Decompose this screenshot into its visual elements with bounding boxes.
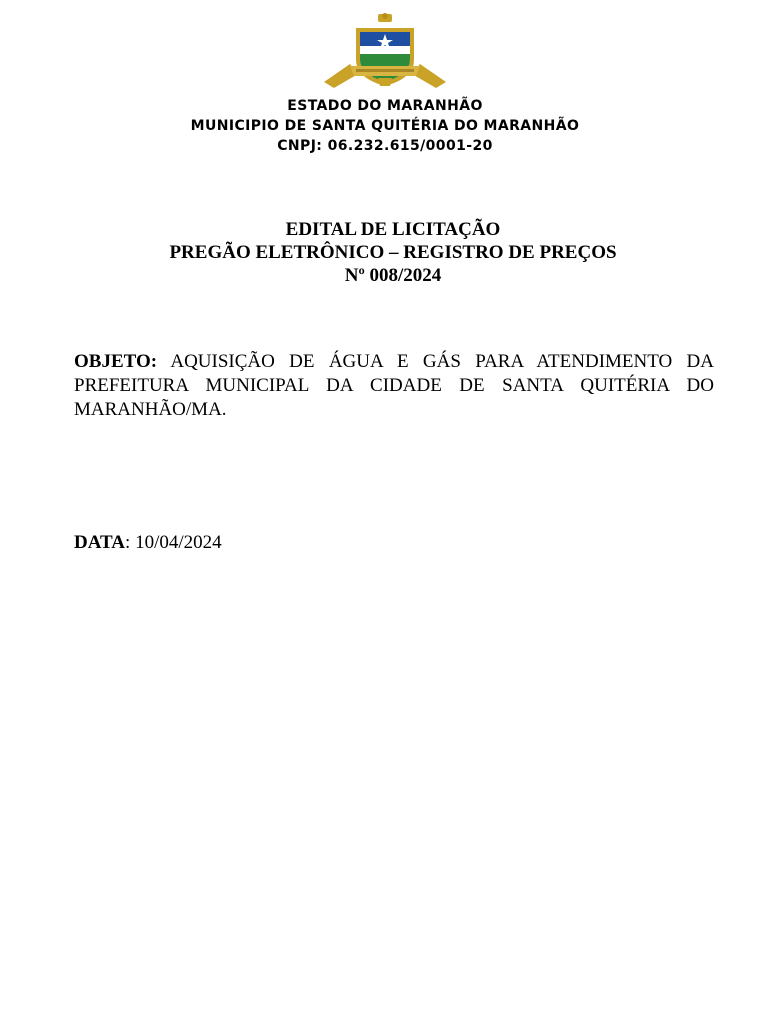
title-line-1: EDITAL DE LICITAÇÃO: [285, 219, 501, 240]
document-title: [0, 218, 770, 287]
municipal-coat-of-arms-icon: [320, 12, 450, 92]
date-value: 10/04/2024: [135, 532, 222, 553]
issuer-header: [0, 96, 770, 156]
header-municipality: MUNICIPIO DE SANTA QUITÉRIA DO MARANHÃO: [190, 118, 580, 134]
object-label: OBJETO:: [74, 351, 158, 372]
header-state: ESTADO DO MARANHÃO: [287, 98, 483, 114]
title-line-3: Nº 008/2024: [344, 265, 442, 286]
object-paragraph: [74, 350, 714, 422]
date-line: DATA: 10/04/2024: [74, 532, 222, 553]
title-line-2: PREGÃO ELETRÔNICO – REGISTRO DE PREÇOS: [169, 242, 617, 263]
header-cnpj: CNPJ: 06.232.615/0001-20: [277, 138, 493, 154]
date-label: DATA: [74, 532, 126, 553]
object-text: AQUISIÇÃO DE ÁGUA E GÁS PARA ATENDIMENTO DA PREFEITURA MUNICIPAL DA CIDADE DE SANTA QUITÉRIA DO MARANHÃO/MA.: [74, 351, 714, 420]
